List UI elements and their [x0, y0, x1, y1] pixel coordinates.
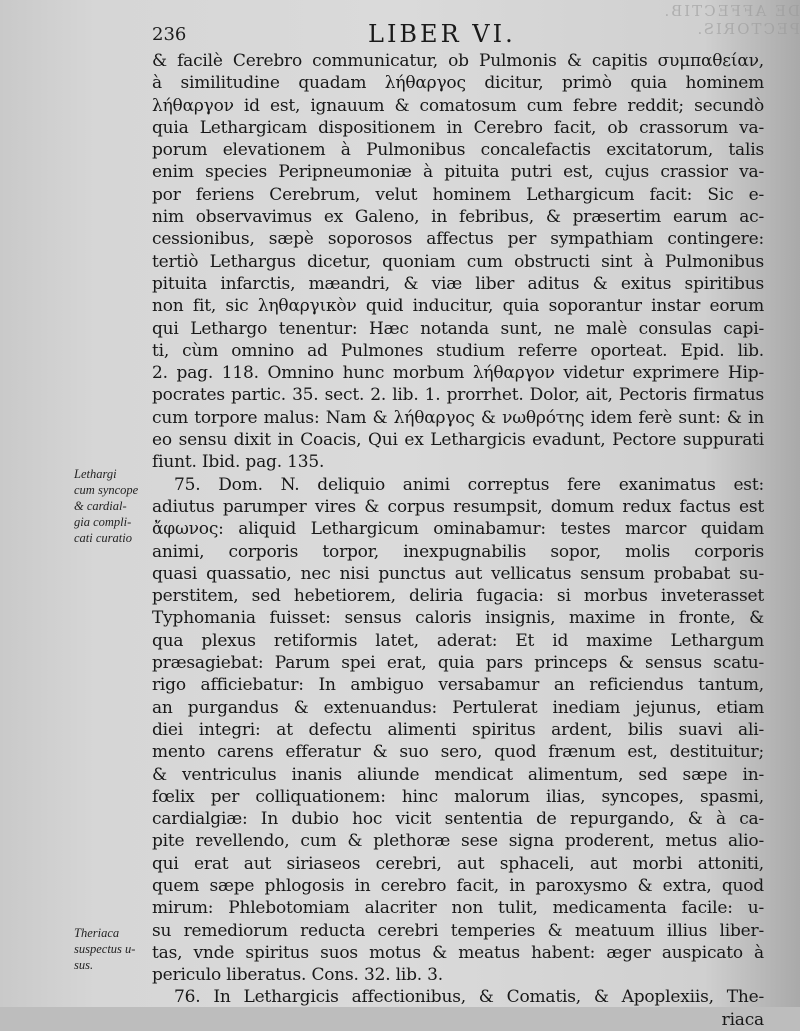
margin-note-line: gia compli-	[74, 515, 132, 529]
text-line: nim observavimus ex Galeno, in febribus, & præsertim earum ac-	[152, 207, 764, 228]
text-line: præsagiebat: Parum spei erat, quia pars princeps & sensus scatu-	[152, 653, 764, 674]
text-line: mento carens efferatur & suo sero, quod frænum est, destituitur;	[152, 742, 764, 763]
text-line: pituita infarctis, mæandri, & viæ liber aditus & exitus spiritibus	[152, 273, 764, 294]
text-line: & ventriculus inanis aliunde mendicat alimentum, sed sæpe in-	[152, 764, 764, 785]
text-line: perstitem, sed hebetiorem, deliria fugacia: si morbus inveterasset	[152, 586, 764, 607]
text-line: pocrates partic. 35. sect. 2. lib. 1. prorrhet. Dolor, ait, Pectoris firmatus	[152, 385, 764, 406]
text-line: Typhomania fuisset: sensus caloris insignis, maxime in fronte, &	[152, 608, 764, 629]
text-line: periculo liberatus. Cons. 32. lib. 3.	[152, 965, 443, 986]
text-line: cessionibus, sæpè soporosos affectus per sympathiam contingere:	[152, 229, 764, 250]
text-line: ti, cùm omnino ad Pulmones studium referre oporteat. Epid. lib.	[152, 340, 764, 361]
text-line: qui Lethargo tenentur: Hæc notanda sunt, ne malè consulas capi-	[152, 318, 764, 339]
text-line: su remediorum reducta cerebri temperies & meatuum illius liber-	[152, 920, 764, 941]
text-line: por feriens Cerebrum, velut hominem Lethargicum facit: Sic e-	[152, 184, 764, 205]
text-line: tas, vnde spiritus suos motus & meatus habent: æger auspicato à	[152, 942, 764, 963]
text-line: quia Lethargicam dispositionem in Cerebro facit, ob crassorum va-	[152, 117, 764, 138]
section-76	[152, 986, 764, 1031]
catchword: riaca	[721, 1009, 764, 1030]
main-text	[152, 50, 764, 1031]
text-line: eo sensu dixit in Coacis, Qui ex Lethargicis evadunt, Pectore suppurati	[152, 430, 764, 451]
text-line: 2. pag. 118. Omnino hunc morbum λήθαργον videtur exprimere Hip-	[152, 363, 764, 384]
text-line: cum torpore malus: Nam & λήθαργος & νωθρότης idem ferè sunt: & in	[152, 407, 764, 428]
text-line: fœlix per colliquationem: hinc malorum ilias, syncopes, spasmi,	[152, 786, 764, 807]
text-line: enim species Peripneumoniæ à pituita putri est, cujus crassior va-	[152, 162, 764, 183]
margin-note-line: Lethargi	[74, 467, 117, 481]
margin-note-lethargi	[74, 466, 154, 546]
margin-note-theriaca	[74, 925, 154, 973]
text-line: λήθαργον id est, ignauum & comatosum cum febre reddit; secundò	[152, 95, 764, 116]
margin-note-line: cati curatio	[74, 531, 132, 545]
margin-note-line: cum syncope	[74, 483, 139, 497]
section-76-first-line: 76. In Lethargicis affectionibus, & Comatis, & Apoplexiis, The-	[174, 987, 764, 1008]
top-section	[152, 50, 764, 474]
margin-note-line: suspectus u-	[74, 942, 136, 956]
text-line: mirum: Phlebotomiam alacriter non tulit, medicamenta facile: u-	[152, 898, 764, 919]
text-line: animi, corporis torpor, inexpugnabilis sopor, molis corporis	[152, 541, 764, 562]
text-line: pite revellendo, cum & plethoræ sese signa proderent, metus alio-	[152, 831, 764, 852]
text-line: non fit, sic ληθαργικὸν quid inducitur, quia soporantur instar eorum	[152, 296, 764, 317]
running-head: LIBER VI.	[368, 20, 516, 48]
text-line: qua plexus retiformis latet, aderat: Et id maxime Lethargum	[152, 630, 764, 651]
section-75-first-line: 75. Dom. N. deliquio animi correptus fere exanimatus est:	[174, 474, 764, 495]
text-line: porum elevationem à Pulmonibus concalefactis excitatorum, talis	[152, 140, 764, 161]
section-75	[152, 474, 764, 987]
text-line: quasi quassatio, nec nisi punctus aut vellicatus sensum probabat su-	[152, 563, 764, 584]
text-line: tertiò Lethargus dicetur, quoniam cum obstructi sint à Pulmonibus	[152, 251, 764, 272]
page-number: 236	[152, 24, 187, 45]
text-line: à similitudine quadam λήθαργος dicitur, primò quia hominem	[152, 73, 764, 94]
text-line: ἄφωνος: aliquid Lethargicum ominabamur: testes marcor quidam	[152, 519, 764, 540]
text-line: cardialgiæ: In dubio hoc vicit sententia de repurgando, & à ca-	[152, 809, 764, 830]
text-line: qui erat aut siriaseos cerebri, aut sphaceli, aut morbi attoniti,	[152, 853, 764, 874]
text-line: diei integri: at defectu alimenti spiritus ardent, bilis suavi ali-	[152, 719, 764, 740]
text-line: rigo afficiebatur: In ambiguo versabamur an reficiendus tantum,	[152, 675, 764, 696]
text-line: an purgandus & extenuandus: Pertulerat inediam jejunus, etiam	[152, 697, 764, 718]
margin-note-line: sus.	[74, 958, 94, 972]
text-line: adiutus parumper vires & corpus resumpsit, domum redux factus est	[152, 496, 764, 517]
margin-note-line: & cardial-	[74, 499, 127, 513]
text-line: & facilè Cerebro communicatur, ob Pulmonis & capitis συμπαθείαν,	[152, 51, 764, 71]
text-line: fiunt. Ibid. pag. 135.	[152, 452, 325, 473]
margin-note-line: Theriaca	[74, 926, 120, 940]
bleed-through-text: DE AFFECTIB. PECTORIS.	[662, 2, 800, 38]
text-line: quem sæpe phlogosis in cerebro facit, in paroxysmo & extra, quod	[152, 875, 764, 896]
